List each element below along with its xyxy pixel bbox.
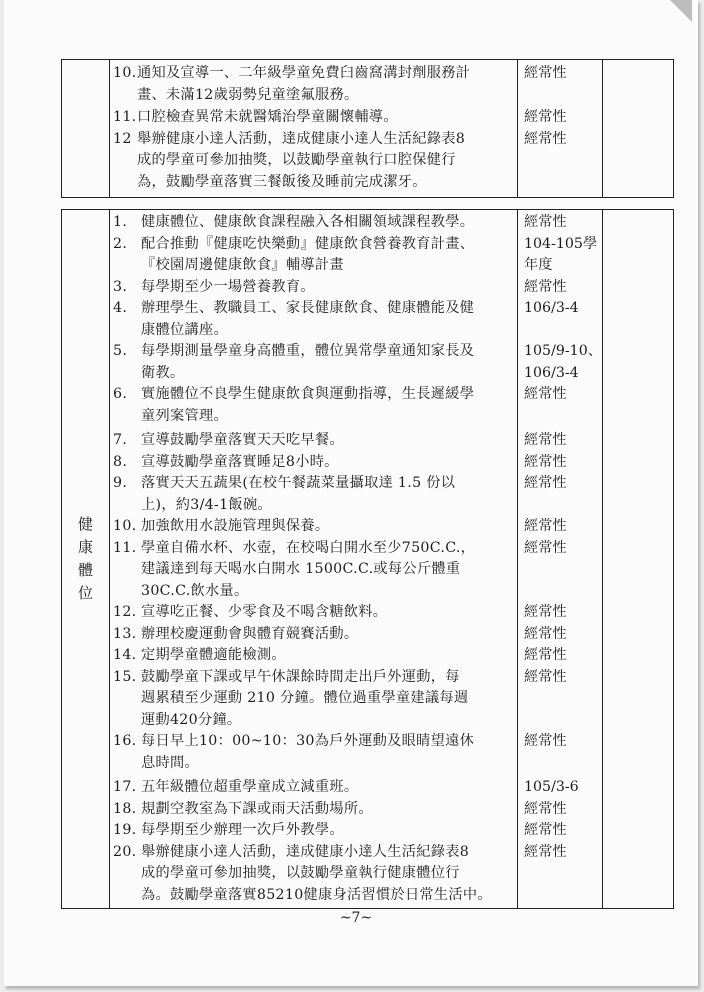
frequency-value: 經常性 bbox=[524, 518, 567, 534]
item-number: 4. bbox=[113, 300, 128, 316]
item-number: 14. bbox=[113, 647, 137, 663]
item-text: 定期學童體適能檢測。 bbox=[141, 647, 286, 663]
list-item bbox=[110, 234, 517, 277]
item-number: 2. bbox=[113, 235, 128, 252]
list-item bbox=[110, 731, 517, 774]
document-page bbox=[4, 0, 698, 986]
list-item bbox=[110, 538, 517, 603]
item-number: 16. bbox=[113, 733, 137, 749]
frequency-value: 105/9-10、 106/3-4 bbox=[524, 343, 602, 381]
item-text: 辦理學生、教職員工、家長健康飲食、健康體能及健 康體位講座。 bbox=[141, 300, 475, 338]
frequency-value: 經常性 bbox=[524, 822, 567, 838]
item-number: 10. bbox=[113, 518, 137, 534]
frequency-value: 104-105學 年度 bbox=[524, 235, 598, 273]
item-number: 19. bbox=[113, 822, 137, 838]
item-number: 9. bbox=[113, 475, 128, 491]
item-number: 15. bbox=[113, 668, 137, 685]
item-number: 12 bbox=[113, 130, 132, 147]
item-number: 6. bbox=[113, 386, 128, 402]
item-text: 舉辦健康小達人活動，達成健康小達人生活紀錄表8 成的學童可參加抽獎，以鼓勵學童執行健康體位行 為。鼓勵學童落實85210健康身活習慣於日常生活中。 bbox=[141, 843, 492, 903]
frequency-value: 經常性 bbox=[524, 647, 567, 663]
page-corner-fold bbox=[670, 0, 692, 22]
list-item bbox=[110, 298, 517, 341]
list-item bbox=[110, 473, 517, 516]
list-item bbox=[110, 452, 517, 474]
item-text: 規劃空教室為下課或雨天活動場所。 bbox=[141, 800, 373, 817]
frequency-value: 經常性 bbox=[524, 604, 567, 620]
frequency-value: 經常性 bbox=[524, 214, 567, 230]
item-text: 每日早上10：00~10：30為戶外運動及眼睛望遠休 息時間。 bbox=[141, 733, 475, 771]
item-text: 口腔檢查異常未就醫矯治學童關懷輔導。 bbox=[137, 109, 398, 125]
frequency-value: 經常性 bbox=[524, 109, 567, 125]
list-item bbox=[110, 129, 517, 194]
list-item bbox=[110, 820, 517, 842]
item-text: 學童自備水杯、水壺，在校喝白開水至少750C.C.， 建議達到每天喝水白開水 1500C.C.或每公斤體重 30C.C.飲水量。 bbox=[141, 539, 476, 599]
item-number: 1. bbox=[113, 214, 128, 230]
item-text: 每學期至少辦理一次戶外教學。 bbox=[141, 822, 344, 838]
items-cell bbox=[110, 210, 518, 909]
item-text: 辦理校慶運動會與體育競賽活動。 bbox=[141, 625, 359, 642]
list-item bbox=[110, 777, 517, 799]
item-number: 3. bbox=[113, 278, 128, 295]
frequency-value: 經常性 bbox=[524, 668, 567, 685]
item-number: 17. bbox=[113, 779, 137, 795]
item-text: 每學期測量學童身高體重，體位異常學童通知家長及 衛教。 bbox=[141, 343, 475, 381]
item-text: 配合推動『健康吃快樂動』健康飲食營養教育計畫、 『校園周邊健康飲食』輔導計畫 bbox=[141, 235, 475, 273]
item-number: 7. bbox=[113, 432, 128, 448]
frequency-value: 經常性 bbox=[524, 733, 567, 749]
list-item bbox=[110, 384, 517, 427]
item-text: 宣導鼓勵學童落實天天吃早餐。 bbox=[141, 432, 344, 448]
item-number: 5. bbox=[113, 343, 128, 359]
category-label: 健 康 體 位 bbox=[62, 210, 110, 909]
item-number: 20. bbox=[113, 843, 137, 860]
frequency-value: 經常性 bbox=[524, 800, 567, 817]
item-text: 宣導吃正餐、少零食及不喝含糖飲料。 bbox=[141, 604, 388, 620]
category-cell bbox=[62, 60, 110, 198]
frequency-value: 經常性 bbox=[524, 130, 567, 147]
frequency-cell bbox=[518, 210, 603, 909]
frequency-value: 經常性 bbox=[524, 278, 567, 295]
remarks-cell bbox=[603, 210, 674, 909]
item-number: 18. bbox=[113, 800, 137, 817]
frequency-value: 經常性 bbox=[524, 432, 567, 448]
item-number: 10. bbox=[113, 65, 137, 81]
remarks-cell bbox=[603, 60, 674, 198]
frequency-value: 經常性 bbox=[524, 475, 567, 491]
list-item bbox=[110, 667, 517, 732]
item-text: 實施體位不良學生健康飲食與運動指導，生長遲緩學 童列案管理。 bbox=[141, 386, 475, 424]
list-item bbox=[110, 645, 517, 667]
item-text: 落實天天五蔬果(在校午餐蔬菜量攝取達 1.5 份以 上)，約3/4-1飯碗。 bbox=[141, 475, 456, 513]
item-text: 宣導鼓勵學童落實睡足8小時。 bbox=[141, 453, 339, 470]
list-item bbox=[110, 63, 517, 106]
items-cell bbox=[110, 60, 518, 198]
frequency-value: 經常性 bbox=[524, 625, 567, 642]
item-text: 每學期至少一場營養教育。 bbox=[141, 278, 315, 295]
frequency-value: 經常性 bbox=[524, 386, 567, 402]
item-number: 12. bbox=[113, 604, 137, 620]
item-number: 11. bbox=[113, 539, 137, 556]
list-item bbox=[110, 624, 517, 646]
health-plan-table-oral-section bbox=[61, 59, 674, 198]
item-text: 通知及宣導一、二年級學童免費臼齒窩溝封劑服務計 畫、未滿12歲弱勢兒童塗氟服務。 bbox=[137, 65, 471, 103]
frequency-value: 經常性 bbox=[524, 65, 567, 81]
list-item bbox=[110, 799, 517, 821]
frequency-cell bbox=[518, 60, 603, 198]
list-item bbox=[110, 602, 517, 624]
frequency-value: 106/3-4 bbox=[524, 300, 579, 316]
item-number: 11. bbox=[113, 109, 137, 125]
page-number: ~7~ bbox=[339, 910, 373, 926]
list-item bbox=[110, 212, 517, 234]
list-item bbox=[110, 430, 517, 452]
item-text: 健康體位、健康飲食課程融入各相關領域課程教學。 bbox=[141, 214, 475, 230]
list-item bbox=[110, 341, 517, 384]
health-plan-table-weight-section bbox=[61, 209, 674, 909]
list-item bbox=[110, 842, 517, 907]
list-item bbox=[110, 516, 517, 538]
frequency-value: 經常性 bbox=[524, 539, 567, 556]
frequency-value: 經常性 bbox=[524, 843, 567, 860]
item-number: 13. bbox=[113, 625, 137, 642]
item-text: 鼓勵學童下課或早午休課餘時間走出戶外運動，每 週累積至少運動 210 分鐘。體位過重學童建議每週 運動420分鐘。 bbox=[141, 668, 469, 728]
item-text: 加強飲用水設施管理與保養。 bbox=[141, 518, 330, 534]
item-text: 舉辦健康小達人活動，達成健康小達人生活紀錄表8 成的學童可參加抽獎，以鼓勵學童執行口腔保健行 為，鼓勵學童落實三餐飯後及睡前完成潔牙。 bbox=[137, 130, 466, 190]
list-item bbox=[110, 277, 517, 299]
frequency-value: 經常性 bbox=[524, 453, 567, 470]
list-item bbox=[110, 107, 517, 129]
item-number: 8. bbox=[113, 453, 128, 470]
item-text: 五年級體位超重學童成立減重班。 bbox=[141, 779, 359, 795]
frequency-value: 105/3-6 bbox=[524, 779, 579, 795]
